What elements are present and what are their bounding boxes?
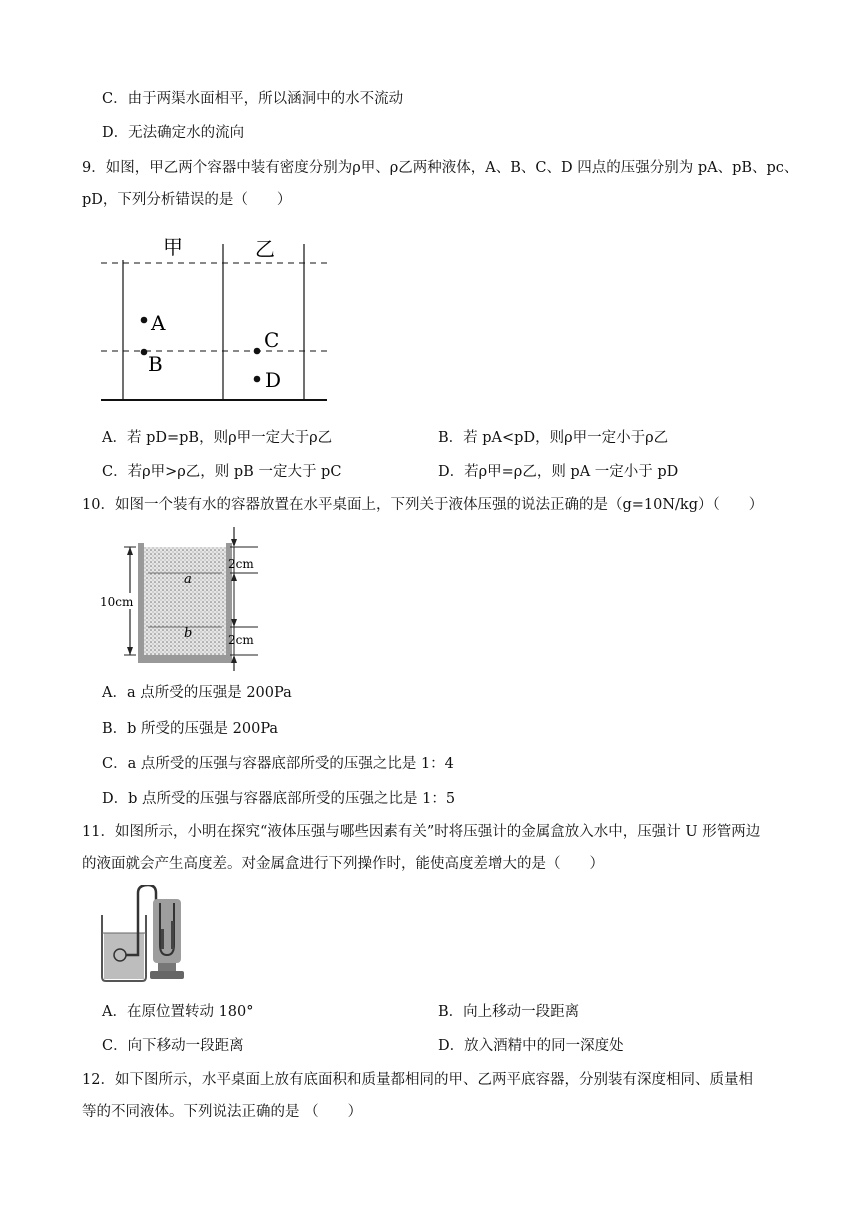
q11-stem-line1: 11．如图所示，小明在探究“液体压强与哪些因素有关”时将压强计的金属盒放入水中，压强计 U 形管两边	[82, 824, 761, 840]
q9-option-d: D．若ρ甲=ρ乙，则 pA 一定小于 pD	[438, 464, 679, 480]
q9-stem-line1: 9．如图，甲乙两个容器中装有密度分别为ρ甲、ρ乙两种液体，A、B、C、D 四点的压强分别为 pA、pB、pc、	[82, 160, 799, 176]
q9-figure	[95, 230, 335, 405]
q8-option-d: D．无法确定水的流向	[102, 125, 245, 141]
q11-stem-line2: 的液面就会产生高度差。对金属盒进行下列操作时，能使高度差增大的是（ ）	[82, 856, 604, 872]
q10-point-a: a	[184, 572, 192, 587]
q9-stem-line2: pD，下列分析错误的是（ ）	[82, 192, 292, 208]
q10-option-d: D．b 点所受的压强与容器底部所受的压强之比是 1：5	[102, 791, 456, 807]
q11-option-b: B．向上移动一段距离	[438, 1004, 580, 1020]
q9-label-yi: 乙	[255, 237, 275, 261]
q9-option-a: A．若 pD=pB，则ρ甲一定大于ρ乙	[102, 430, 333, 446]
q8-option-c: C．由于两渠水面相平，所以涵洞中的水不流动	[102, 91, 404, 107]
q11-pressure-gauge-figure	[98, 885, 198, 985]
q9-point-c: C	[264, 328, 280, 352]
q11-option-c: C．向下移动一段距离	[102, 1038, 244, 1054]
q9-option-b: B．若 pA<pD，则ρ甲一定小于ρ乙	[438, 430, 669, 446]
q9-point-a: A	[151, 311, 166, 335]
q12-stem-line1: 12．如下图所示，水平桌面上放有底面积和质量都相同的甲、乙两平底容器，分别装有深度相同、质量相	[82, 1072, 753, 1088]
q10-option-c: C．a 点所受的压强与容器底部所受的压强之比是 1：4	[102, 756, 454, 772]
q9-point-d: D	[265, 368, 282, 392]
q10-point-b: b	[184, 626, 193, 641]
q10-label-10cm: 10cm	[100, 595, 134, 609]
q10-option-a: A．a 点所受的压强是 200Pa	[102, 685, 292, 701]
q10-stem: 10．如图一个装有水的容器放置在水平桌面上，下列关于液体压强的说法正确的是（g=10N/kg）（ ）	[82, 497, 764, 513]
q10-label-2cm-top: 2cm	[228, 557, 254, 571]
q9-label-jia: 甲	[163, 235, 183, 259]
q9-option-c: C．若ρ甲>ρ乙，则 pB 一定大于 pC	[102, 464, 342, 480]
q10-option-b: B．b 所受的压强是 200Pa	[102, 721, 279, 737]
q10-label-2cm-bottom: 2cm	[228, 633, 254, 647]
q10-figure	[98, 525, 268, 675]
q11-option-d: D．放入酒精中的同一深度处	[438, 1038, 624, 1054]
q11-option-a: A．在原位置转动 180°	[102, 1004, 254, 1020]
q12-stem-line2: 等的不同液体。下列说法正确的是 （ ）	[82, 1104, 363, 1120]
q9-point-b: B	[148, 352, 163, 376]
